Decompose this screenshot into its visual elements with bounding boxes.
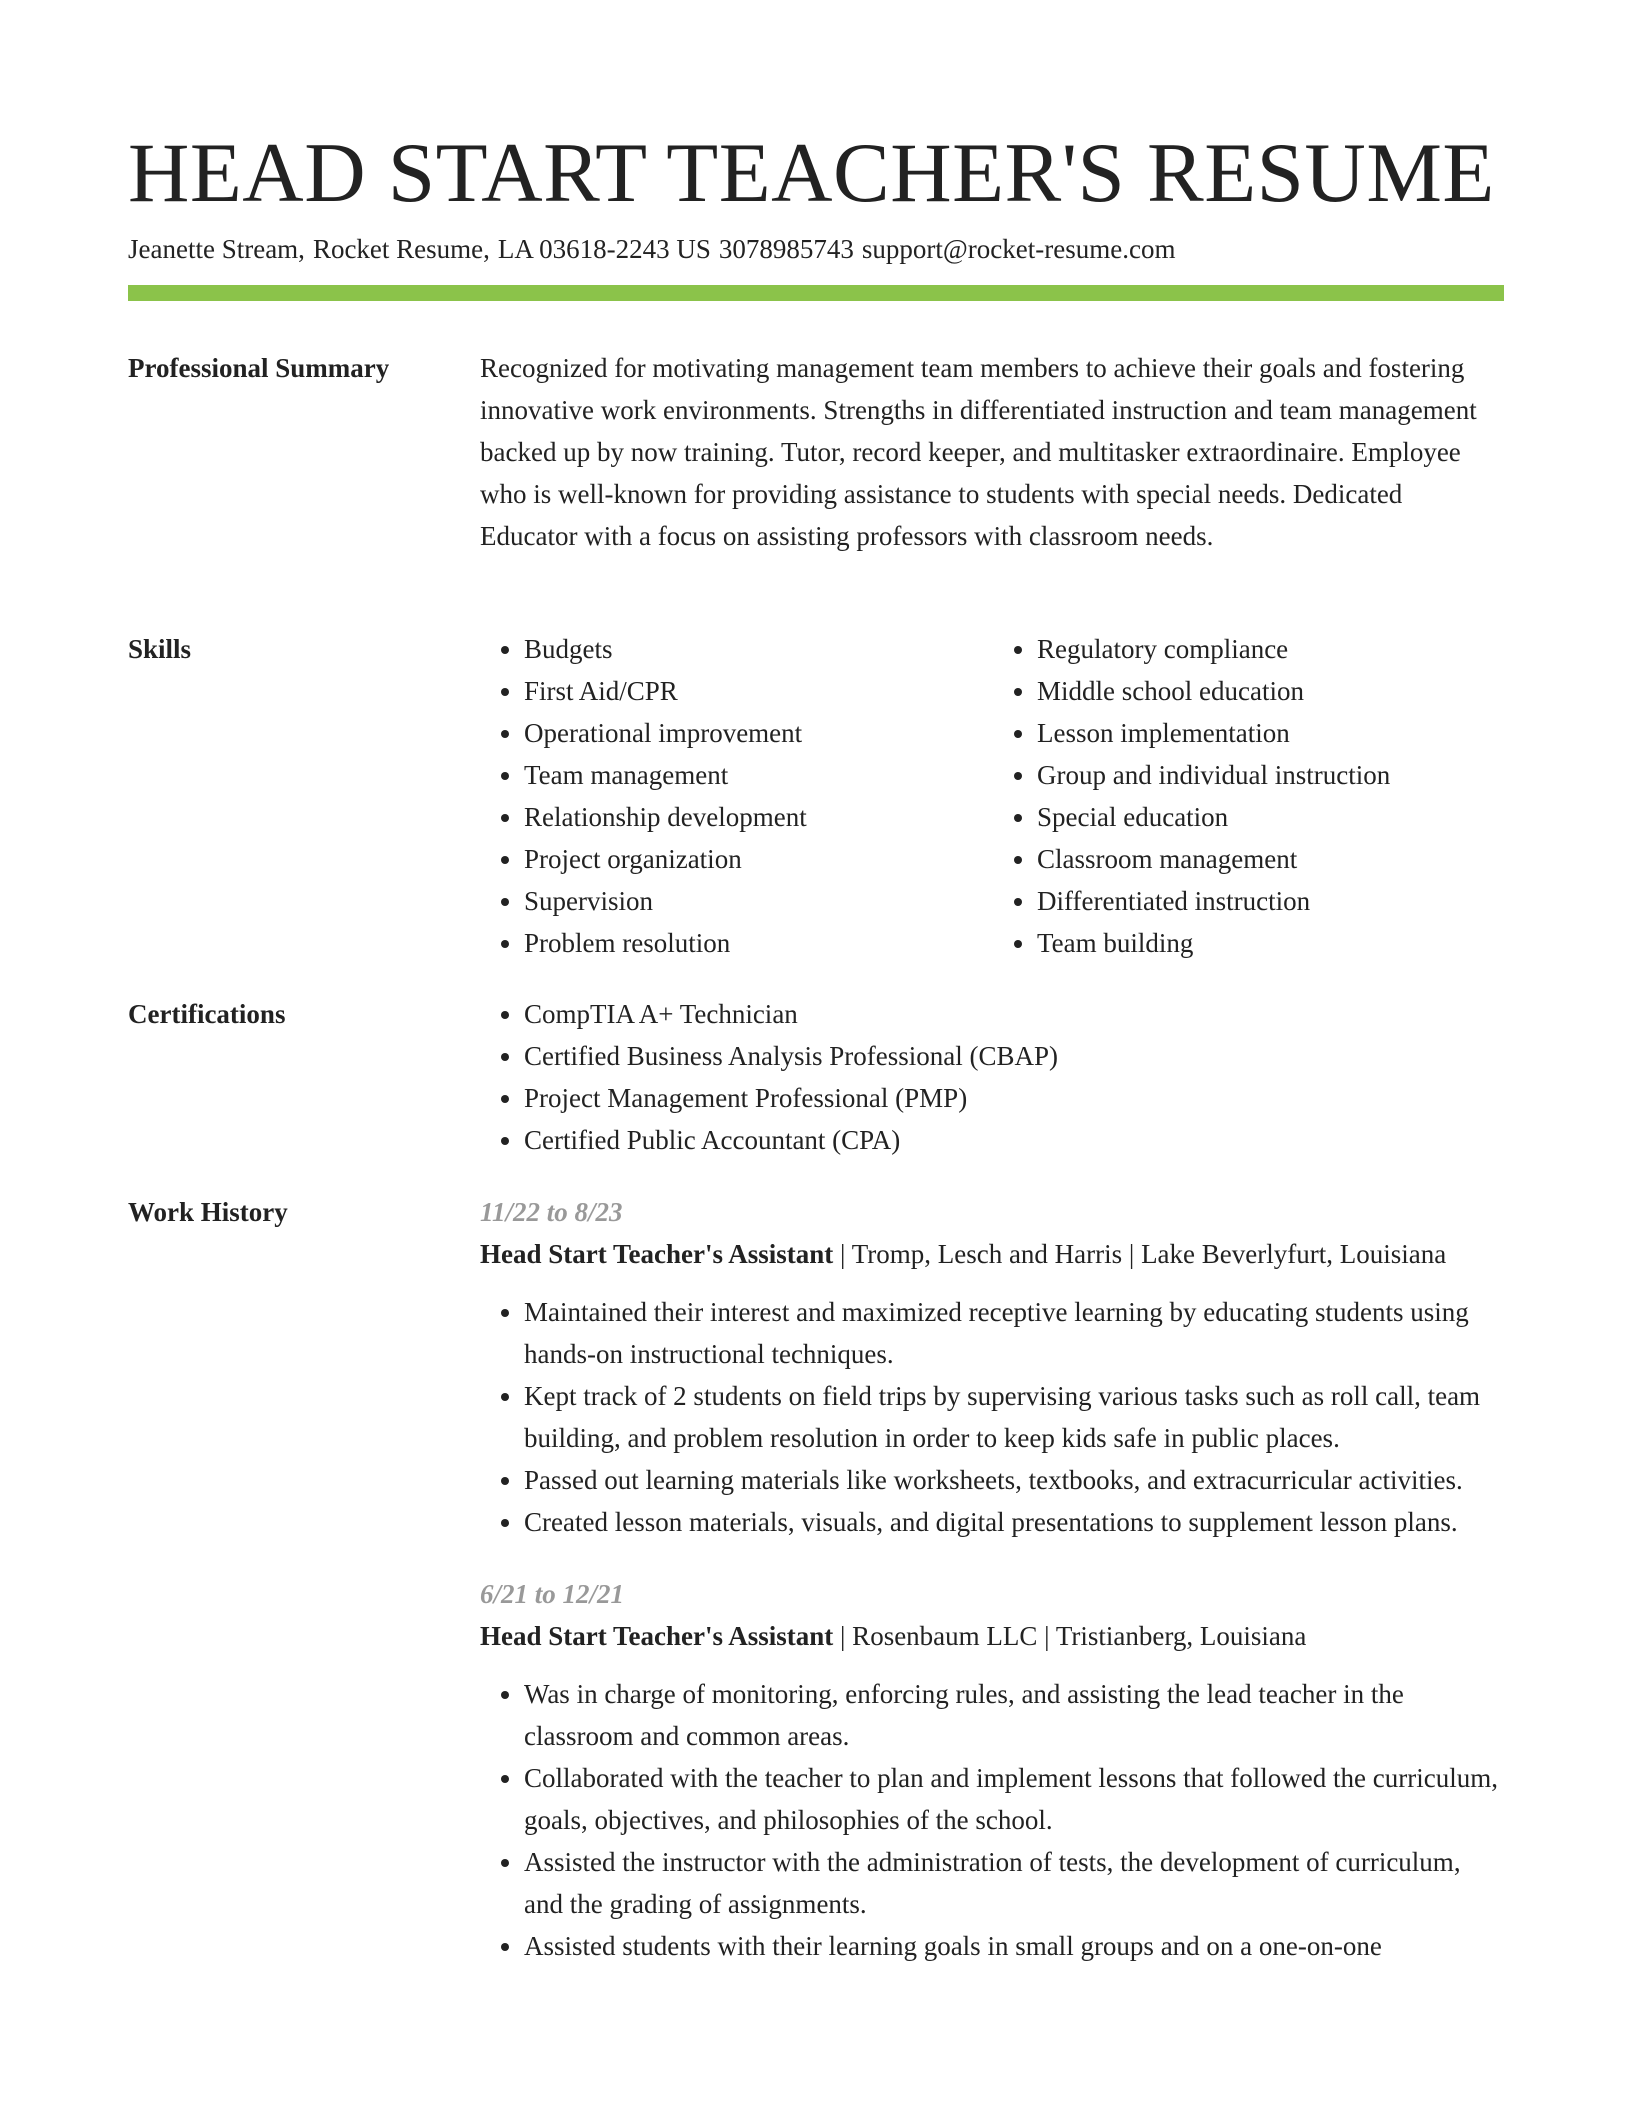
job-bullet-list (480, 1673, 1504, 1967)
job-bullet: • Was in charge of monitoring, enforcing rules, and assisting the lead teacher in the classroom and common areas. (524, 1673, 1504, 1757)
job-bullet: • Collaborated with the teacher to plan and implement lessons that followed the curriculum, goals, objectives, and philosophies of the school. (524, 1757, 1504, 1841)
work-history-label: Work History (128, 1197, 288, 1227)
job-entry (480, 1573, 1504, 1967)
summary-content (480, 347, 1504, 557)
job-dates: 6/21 to 12/21 (480, 1579, 625, 1609)
resume-title: HEAD START TEACHER'S RESUME (128, 126, 1495, 220)
contact-email: support@rocket-resume.com (861, 234, 1176, 264)
job-bullet: • Assisted the instructor with the administration of tests, the development of curriculum, and the grading of assignments. (524, 1841, 1504, 1925)
certifications-label: Certifications (128, 999, 286, 1029)
certifications-list (480, 993, 1504, 1161)
skills-list-right (993, 628, 1497, 964)
skill-item: • Middle school education (1037, 670, 1497, 712)
skill-item: • Lesson implementation (1037, 712, 1497, 754)
skill-item: • Project organization (524, 838, 984, 880)
summary-label: Professional Summary (128, 353, 390, 383)
skill-item: • Differentiated instruction (1037, 880, 1497, 922)
certification-item: • Certified Public Accountant (CPA) (524, 1119, 1504, 1161)
contact-city: Rocket Resume, (312, 234, 490, 264)
skill-item: • Team management (524, 754, 984, 796)
contact-line (128, 232, 1175, 266)
header-divider (128, 285, 1504, 301)
skill-item: • Operational improvement (524, 712, 984, 754)
contact-phone: 3078985743 (718, 234, 854, 264)
skill-item: • Supervision (524, 880, 984, 922)
skill-item: • Group and individual instruction (1037, 754, 1497, 796)
summary-text: Recognized for motivating management team members to achieve their goals and fostering innovative work environments. Strengths in differentiated instruction and team management backed up by now training. Tutor, record keeper, and multitasker extraordinaire. Employee who is well-known for providing assistance to students with special needs. Dedicated Educator with a focus on assisting professors with classroom needs. (480, 353, 1477, 551)
job-bullet: • Created lesson materials, visuals, and digital presentations to supplement lesson plans. (524, 1501, 1504, 1543)
job-employer-location: | Tromp, Lesch and Harris | Lake Beverlyfurt, Louisiana (833, 1239, 1447, 1269)
skill-item: • Relationship development (524, 796, 984, 838)
skills-label: Skills (128, 634, 192, 664)
job-dates: 11/22 to 8/23 (480, 1197, 623, 1227)
skills-list-left (480, 628, 984, 964)
job-heading (480, 1615, 1504, 1657)
skills-content (480, 628, 1504, 964)
skill-item: • Problem resolution (524, 922, 984, 964)
certification-item: • Project Management Professional (PMP) (524, 1077, 1504, 1119)
job-bullet: • Passed out learning materials like worksheets, textbooks, and extracurricular activities. (524, 1459, 1504, 1501)
job-title: Head Start Teacher's Assistant (480, 1621, 834, 1651)
contact-name: Jeanette Stream, (128, 234, 305, 264)
job-title: Head Start Teacher's Assistant (480, 1239, 834, 1269)
certifications-content (480, 993, 1504, 1161)
job-bullet: • Maintained their interest and maximized receptive learning by educating students using hands-on instructional techniques. (524, 1291, 1504, 1375)
job-heading (480, 1233, 1504, 1275)
job-bullet-list (480, 1291, 1504, 1543)
work-history-content (480, 1191, 1504, 1997)
skill-item: • Team building (1037, 922, 1497, 964)
job-entry (480, 1191, 1504, 1543)
skill-item: • Classroom management (1037, 838, 1497, 880)
job-bullet: • Kept track of 2 students on field trips by supervising various tasks such as roll call, team building, and problem resolution in order to keep kids safe in public places. (524, 1375, 1504, 1459)
job-employer-location: | Rosenbaum LLC | Tristianberg, Louisiana (833, 1621, 1307, 1651)
certification-item: • CompTIA A+ Technician (524, 993, 1504, 1035)
skill-item: • Regulatory compliance (1037, 628, 1497, 670)
certification-item: • Certified Business Analysis Professional (CBAP) (524, 1035, 1504, 1077)
skill-item: • Special education (1037, 796, 1497, 838)
contact-state-zip-country: LA 03618-2243 US (497, 234, 711, 264)
job-bullet: • Assisted students with their learning goals in small groups and on a one-on-one (524, 1925, 1504, 1967)
skill-item: • First Aid/CPR (524, 670, 984, 712)
skill-item: • Budgets (524, 628, 984, 670)
